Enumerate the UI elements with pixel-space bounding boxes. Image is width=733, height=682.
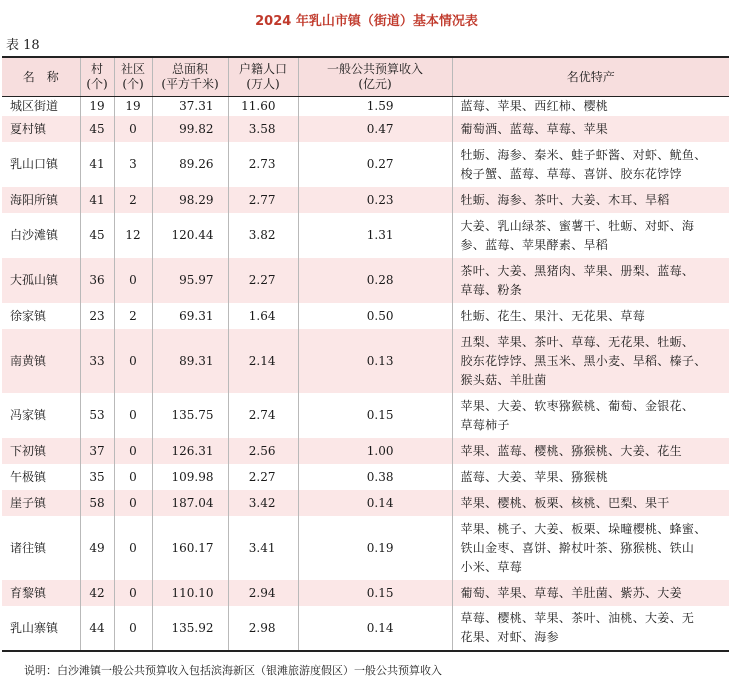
products-cell bbox=[452, 142, 729, 187]
town-name-cell: 徐家镇 bbox=[2, 303, 80, 329]
revenue-cell: 0.50 bbox=[298, 303, 452, 329]
products-line: 苹果、蓝莓、樱桃、猕猴桃、大姜、花生 bbox=[460, 443, 682, 458]
town-name-cell: 夏村镇 bbox=[2, 116, 80, 142]
products-cell bbox=[452, 393, 729, 438]
table-row bbox=[2, 516, 729, 580]
area-cell: 135.92 bbox=[152, 606, 228, 651]
products-line: 胶东花饽饽、黑玉米、黑小麦、旱稻、榛子、 bbox=[460, 353, 707, 368]
products-line: 丑梨、苹果、茶叶、草莓、无花果、牡蛎、 bbox=[460, 334, 695, 349]
town-name-cell: 白沙滩镇 bbox=[2, 213, 80, 258]
revenue-cell: 0.23 bbox=[298, 187, 452, 213]
area-cell: 135.75 bbox=[152, 393, 228, 438]
table-title: 2024 年乳山市镇（街道）基本情况表 bbox=[255, 14, 478, 29]
area-cell: 98.29 bbox=[152, 187, 228, 213]
population-cell: 2.27 bbox=[228, 464, 298, 490]
villages-cell: 41 bbox=[80, 187, 114, 213]
table-row bbox=[2, 116, 729, 142]
products-line: 牡蛎、海参、茶叶、大姜、木耳、旱稻 bbox=[460, 192, 670, 207]
area-cell: 110.10 bbox=[152, 580, 228, 606]
revenue-cell: 1.59 bbox=[298, 97, 452, 117]
products-line: 草莓、粉条 bbox=[460, 282, 523, 297]
products-line: 牡蛎、花生、果汁、无花果、草莓 bbox=[460, 308, 646, 323]
communities-cell: 0 bbox=[114, 393, 152, 438]
town-name-cell: 南黄镇 bbox=[2, 329, 80, 393]
header-row bbox=[2, 57, 729, 97]
town-name-cell: 育黎镇 bbox=[2, 580, 80, 606]
products-cell bbox=[452, 187, 729, 213]
villages-cell: 45 bbox=[80, 213, 114, 258]
table-row bbox=[2, 393, 729, 438]
table-row bbox=[2, 303, 729, 329]
villages-cell: 53 bbox=[80, 393, 114, 438]
area-cell: 89.26 bbox=[152, 142, 228, 187]
products-line: 梭子蟹、蓝莓、草莓、喜饼、胶东花饽饽 bbox=[460, 166, 682, 181]
revenue-cell: 0.14 bbox=[298, 490, 452, 516]
area-cell: 187.04 bbox=[152, 490, 228, 516]
population-cell: 2.94 bbox=[228, 580, 298, 606]
products-line: 茶叶、大姜、黑猪肉、苹果、册梨、蓝莓、 bbox=[460, 263, 695, 278]
table-note: 说明：白沙滩镇一般公共预算收入包括滨海新区（银滩旅游度假区）一般公共预算收入 bbox=[24, 664, 442, 677]
products-line: 小米、草莓 bbox=[460, 559, 523, 574]
town-name-cell: 海阳所镇 bbox=[2, 187, 80, 213]
products-line: 蓝莓、苹果、西红柿、樱桃 bbox=[460, 99, 609, 113]
products-cell bbox=[452, 97, 729, 117]
villages-cell: 44 bbox=[80, 606, 114, 651]
villages-cell: 36 bbox=[80, 258, 114, 303]
revenue-cell: 0.15 bbox=[298, 580, 452, 606]
products-cell bbox=[452, 464, 729, 490]
products-cell bbox=[452, 580, 729, 606]
town-name-cell: 大孤山镇 bbox=[2, 258, 80, 303]
area-cell: 120.44 bbox=[152, 213, 228, 258]
revenue-cell: 0.47 bbox=[298, 116, 452, 142]
area-cell: 95.97 bbox=[152, 258, 228, 303]
villages-cell: 33 bbox=[80, 329, 114, 393]
town-info-table bbox=[2, 56, 729, 652]
town-name-cell: 乳山口镇 bbox=[2, 142, 80, 187]
villages-cell: 49 bbox=[80, 516, 114, 580]
population-cell: 3.41 bbox=[228, 516, 298, 580]
communities-cell: 0 bbox=[114, 490, 152, 516]
communities-cell: 0 bbox=[114, 438, 152, 464]
villages-cell: 45 bbox=[80, 116, 114, 142]
communities-cell: 3 bbox=[114, 142, 152, 187]
population-cell: 2.74 bbox=[228, 393, 298, 438]
products-line: 铁山金枣、喜饼、擀杖叶茶、猕猴桃、铁山 bbox=[460, 540, 695, 555]
population-cell: 3.42 bbox=[228, 490, 298, 516]
area-cell: 89.31 bbox=[152, 329, 228, 393]
products-cell bbox=[452, 516, 729, 580]
villages-cell: 37 bbox=[80, 438, 114, 464]
communities-cell: 0 bbox=[114, 606, 152, 651]
revenue-cell: 1.31 bbox=[298, 213, 452, 258]
population-cell: 1.64 bbox=[228, 303, 298, 329]
area-cell: 109.98 bbox=[152, 464, 228, 490]
villages-cell: 35 bbox=[80, 464, 114, 490]
products-line: 猴头菇、羊肚菌 bbox=[460, 372, 547, 387]
population-cell: 2.27 bbox=[228, 258, 298, 303]
revenue-cell: 0.38 bbox=[298, 464, 452, 490]
population-cell: 2.73 bbox=[228, 142, 298, 187]
revenue-cell: 0.13 bbox=[298, 329, 452, 393]
table-row bbox=[2, 464, 729, 490]
population-cell: 2.98 bbox=[228, 606, 298, 651]
products-line: 苹果、大姜、软枣猕猴桃、葡萄、金银花、 bbox=[460, 398, 695, 413]
products-cell bbox=[452, 116, 729, 142]
products-line: 草莓、樱桃、苹果、茶叶、油桃、大姜、无 bbox=[460, 611, 695, 625]
header-name: 名 称 bbox=[2, 57, 80, 97]
communities-cell: 0 bbox=[114, 516, 152, 580]
population-cell: 11.60 bbox=[228, 97, 298, 117]
population-cell: 3.82 bbox=[228, 213, 298, 258]
table-row bbox=[2, 97, 729, 117]
products-line: 苹果、樱桃、板栗、核桃、巴梨、果干 bbox=[460, 495, 670, 510]
revenue-cell: 0.19 bbox=[298, 516, 452, 580]
area-cell: 160.17 bbox=[152, 516, 228, 580]
communities-cell: 12 bbox=[114, 213, 152, 258]
table-row bbox=[2, 580, 729, 606]
products-line: 蓝莓、大姜、苹果、猕猴桃 bbox=[460, 469, 609, 484]
villages-cell: 42 bbox=[80, 580, 114, 606]
revenue-cell: 0.28 bbox=[298, 258, 452, 303]
table-row bbox=[2, 329, 729, 393]
population-cell: 2.77 bbox=[228, 187, 298, 213]
town-name-cell: 诸往镇 bbox=[2, 516, 80, 580]
town-name-cell: 午极镇 bbox=[2, 464, 80, 490]
header-area: 总面积 (平方千米) bbox=[152, 57, 228, 97]
products-cell bbox=[452, 213, 729, 258]
products-cell bbox=[452, 490, 729, 516]
town-name-cell: 乳山寨镇 bbox=[2, 606, 80, 651]
table-row bbox=[2, 606, 729, 651]
products-line: 草莓柿子 bbox=[460, 417, 510, 432]
communities-cell: 0 bbox=[114, 329, 152, 393]
products-cell bbox=[452, 438, 729, 464]
population-cell: 2.56 bbox=[228, 438, 298, 464]
town-name-cell: 城区街道 bbox=[2, 97, 80, 117]
villages-cell: 41 bbox=[80, 142, 114, 187]
area-cell: 69.31 bbox=[152, 303, 228, 329]
table-row bbox=[2, 187, 729, 213]
products-cell bbox=[452, 258, 729, 303]
population-cell: 3.58 bbox=[228, 116, 298, 142]
revenue-cell: 0.15 bbox=[298, 393, 452, 438]
area-cell: 99.82 bbox=[152, 116, 228, 142]
table-number: 表 18 bbox=[6, 38, 40, 53]
town-name-cell: 下初镇 bbox=[2, 438, 80, 464]
table-row bbox=[2, 258, 729, 303]
products-cell bbox=[452, 303, 729, 329]
town-name-cell: 崖子镇 bbox=[2, 490, 80, 516]
communities-cell: 0 bbox=[114, 258, 152, 303]
products-line: 大姜、乳山绿茶、蜜薯干、牡蛎、对虾、海 bbox=[460, 218, 695, 233]
revenue-cell: 1.00 bbox=[298, 438, 452, 464]
communities-cell: 2 bbox=[114, 303, 152, 329]
header-villages: 村 (个) bbox=[80, 57, 114, 97]
products-line: 参、蓝莓、苹果酵素、旱稻 bbox=[460, 237, 609, 252]
header-population: 户籍人口 (万人) bbox=[228, 57, 298, 97]
header-communities: 社区 (个) bbox=[114, 57, 152, 97]
communities-cell: 19 bbox=[114, 97, 152, 117]
header-products: 名优特产 bbox=[452, 57, 729, 97]
communities-cell: 0 bbox=[114, 580, 152, 606]
table-row bbox=[2, 213, 729, 258]
communities-cell: 0 bbox=[114, 116, 152, 142]
area-cell: 126.31 bbox=[152, 438, 228, 464]
communities-cell: 2 bbox=[114, 187, 152, 213]
population-cell: 2.14 bbox=[228, 329, 298, 393]
products-line: 葡萄酒、蓝莓、草莓、苹果 bbox=[460, 121, 609, 136]
table-row bbox=[2, 490, 729, 516]
products-line: 葡萄、苹果、草莓、羊肚菌、紫苏、大姜 bbox=[460, 585, 682, 600]
town-name-cell: 冯家镇 bbox=[2, 393, 80, 438]
table-row bbox=[2, 142, 729, 187]
revenue-cell: 0.14 bbox=[298, 606, 452, 651]
products-line: 花果、对虾、海参 bbox=[460, 630, 559, 644]
villages-cell: 19 bbox=[80, 97, 114, 117]
villages-cell: 58 bbox=[80, 490, 114, 516]
header-revenue: 一般公共预算收入 (亿元) bbox=[298, 57, 452, 97]
products-line: 牡蛎、海参、秦米、蛙子虾酱、对虾、鱿鱼、 bbox=[460, 147, 707, 162]
communities-cell: 0 bbox=[114, 464, 152, 490]
revenue-cell: 0.27 bbox=[298, 142, 452, 187]
products-cell bbox=[452, 329, 729, 393]
products-cell bbox=[452, 606, 729, 651]
products-line: 苹果、桃子、大姜、板栗、垛疃樱桃、蜂蜜、 bbox=[460, 521, 707, 536]
villages-cell: 23 bbox=[80, 303, 114, 329]
table-row bbox=[2, 438, 729, 464]
area-cell: 37.31 bbox=[152, 97, 228, 117]
